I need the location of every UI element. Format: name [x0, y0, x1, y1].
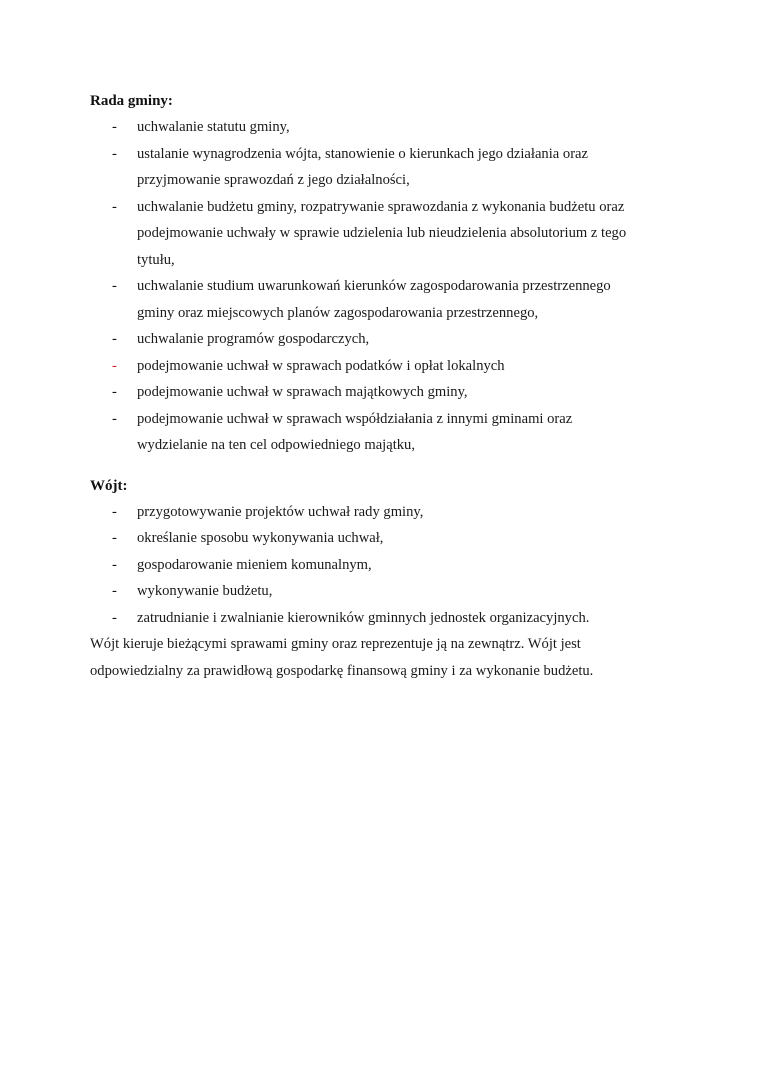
list-dash: -: [112, 119, 117, 135]
list-dash: -: [112, 410, 117, 427]
list-item-line: podejmowanie uchwały w sprawie udzielenia lub nieudzielenia absolutorium z tego: [137, 225, 627, 241]
list-dash: -: [112, 503, 117, 520]
list-item-line: tytułu,: [137, 251, 175, 268]
list-dash: -: [112, 556, 117, 573]
list-item-line: uchwalanie statutu gminy,: [137, 119, 290, 135]
list-item-line: wydzielanie na ten cel odpowiedniego majątku,: [137, 437, 415, 453]
list-item-line: podejmowanie uchwał w sprawach podatków i opłat lokalnych: [137, 357, 505, 374]
list-item-line: gminy oraz miejscowych planów zagospodarowania przestrzennego,: [137, 304, 539, 321]
list-dash: -: [112, 278, 117, 294]
list-dash: -: [112, 609, 117, 626]
list-dash: -: [112, 583, 117, 599]
wojt-paragraph-line: Wójt kieruje bieżącymi sprawami gminy oraz reprezentuje ją na zewnątrz. Wójt jest: [90, 636, 581, 652]
rada-heading: Rada gminy:: [90, 93, 173, 109]
list-dash: -: [112, 530, 117, 546]
list-item-line: uchwalanie studium uwarunkowań kierunków zagospodarowania przestrzennego: [137, 278, 611, 294]
list-item-line: określanie sposobu wykonywania uchwał,: [137, 530, 384, 546]
wojt-heading: Wójt:: [90, 478, 128, 494]
list-item-line: uchwalanie budżetu gminy, rozpatrywanie sprawozdania z wykonania budżetu oraz: [137, 198, 625, 215]
list-item-line: zatrudnianie i zwalnianie kierowników gminnych jednostek organizacyjnych.: [137, 609, 590, 626]
list-dash: -: [112, 331, 117, 347]
list-item-line: przyjmowanie sprawozdań z jego działalności,: [137, 172, 410, 188]
list-dash: -: [112, 357, 117, 374]
list-item-line: ustalanie wynagrodzenia wójta, stanowienie o kierunkach jego działania oraz: [137, 145, 589, 162]
list-item-line: uchwalanie programów gospodarczych,: [137, 331, 370, 347]
list-item-line: podejmowanie uchwał w sprawach współdziałania z innymi gminami oraz: [137, 410, 573, 427]
list-item-line: gospodarowanie mieniem komunalnym,: [137, 556, 372, 573]
list-item-line: podejmowanie uchwał w sprawach majątkowych gminy,: [137, 384, 468, 400]
wojt-paragraph-line: odpowiedzialny za prawidłową gospodarkę finansową gminy i za wykonanie budżetu.: [90, 662, 594, 679]
list-item-line: wykonywanie budżetu,: [137, 583, 273, 599]
list-dash: -: [112, 384, 117, 400]
list-dash: -: [112, 145, 117, 162]
list-dash: -: [112, 198, 117, 215]
list-item-line: przygotowywanie projektów uchwał rady gminy,: [137, 503, 424, 520]
